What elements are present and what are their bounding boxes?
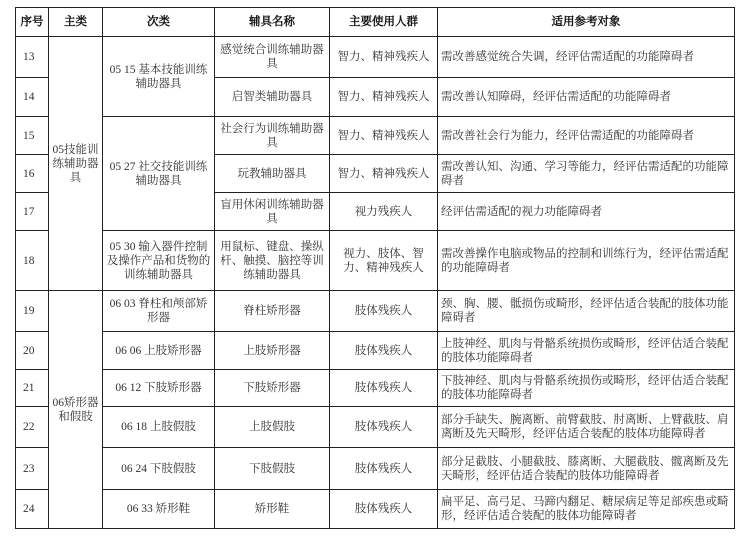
table-row [16,332,735,370]
device-name: 矫形鞋 [215,490,330,529]
target: 需改善社会行为能力，经评估需适配的功能障碍者 [438,117,735,155]
table-row [16,117,735,155]
table-row [16,448,735,490]
target: 下肢神经、肌肉与骨骼系统损伤或畸形，经评估适合装配的肢体功能障碍者 [438,370,735,407]
row-no: 22 [16,407,49,448]
target: 需改善认知、沟通、学习等能力，经评估需适配的功能障碍者 [438,155,735,193]
device-name: 用鼠标、键盘、操纵杆、触摸、脑控等训练辅助器具 [215,231,330,291]
sub-category: 05 30 输入器件控制及操作产品和货物的训练辅助器具 [103,231,215,291]
sub-category: 06 33 矫形鞋 [103,490,215,529]
device-name: 上肢假肢 [215,407,330,448]
row-no: 24 [16,490,49,529]
target: 需改善认知障碍，经评估需适配的功能障碍者 [438,78,735,117]
device-name: 玩教辅助器具 [215,155,330,193]
table-row [16,490,735,529]
target: 上肢神经、肌肉与骨骼系统损伤或畸形，经评估适合装配的肢体功能障碍者 [438,332,735,370]
device-name: 感觉统合训练辅助器具 [215,37,330,78]
row-no: 13 [16,37,49,78]
assistive-device-table [15,7,735,529]
table-header-row [16,8,735,37]
user-group: 肢体残疾人 [330,370,438,407]
table-row [16,370,735,407]
header-no: 序号 [16,8,49,37]
user-group: 智力、精神残疾人 [330,117,438,155]
target: 部分足截肢、小腿截肢、膝离断、大腿截肢、髋离断及先天畸形，经评估适合装配的肢体功能障碍者 [438,448,735,490]
user-group: 肢体残疾人 [330,332,438,370]
table-row [16,291,735,332]
device-name: 盲用休闲训练辅助器具 [215,193,330,231]
row-no: 19 [16,291,49,332]
target: 需改善操作电脑或物品的控制和训练行为，经评估需适配的功能障碍者 [438,231,735,291]
row-no: 16 [16,155,49,193]
table-row [16,407,735,448]
header-device-name: 辅具名称 [215,8,330,37]
user-group: 智力、精神残疾人 [330,37,438,78]
header-sub-category: 次类 [103,8,215,37]
user-group: 肢体残疾人 [330,291,438,332]
target: 颈、胸、腰、骶损伤或畸形，经评估适合装配的肢体功能障碍者 [438,291,735,332]
row-no: 18 [16,231,49,291]
target: 经评估需适配的视力功能障碍者 [438,193,735,231]
sub-category: 06 06 上肢矫形器 [103,332,215,370]
sub-category: 06 18 上肢假肢 [103,407,215,448]
row-no: 20 [16,332,49,370]
sub-category: 05 15 基本技能训练辅助器具 [103,37,215,117]
device-name: 启智类辅助器具 [215,78,330,117]
user-group: 智力、精神残疾人 [330,78,438,117]
sub-category: 06 03 脊柱和颅部矫形器 [103,291,215,332]
user-group: 视力、肢体、智力、精神残疾人 [330,231,438,291]
device-name: 上肢矫形器 [215,332,330,370]
user-group: 肢体残疾人 [330,407,438,448]
sub-category: 06 24 下肢假肢 [103,448,215,490]
table-row [16,231,735,291]
target: 需改善感觉统合失调，经评估需适配的功能障碍者 [438,37,735,78]
row-no: 14 [16,78,49,117]
device-name: 脊柱矫形器 [215,291,330,332]
target: 部分手缺失、腕离断、前臂截肢、肘离断、上臂截肢、肩离断及先天畸形，经评估适合装配的肢体功能障碍者 [438,407,735,448]
main-category: 06矫形器和假肢 [49,291,103,529]
sub-category: 06 12 下肢矫形器 [103,370,215,407]
device-name: 下肢矫形器 [215,370,330,407]
sub-category: 05 27 社交技能训练辅助器具 [103,117,215,231]
row-no: 21 [16,370,49,407]
device-name: 社会行为训练辅助器具 [215,117,330,155]
main-category: 05技能训练辅助器具 [49,37,103,291]
row-no: 23 [16,448,49,490]
header-main-category: 主类 [49,8,103,37]
user-group: 视力残疾人 [330,193,438,231]
header-user-group: 主要使用人群 [330,8,438,37]
table-row [16,37,735,78]
target: 扁平足、高弓足、马蹄内翻足、糖尿病足等足部疾患或畸形，经评估适合装配的肢体功能障碍者 [438,490,735,529]
header-target: 适用参考对象 [438,8,735,37]
user-group: 智力、精神残疾人 [330,155,438,193]
row-no: 15 [16,117,49,155]
device-name: 下肢假肢 [215,448,330,490]
user-group: 肢体残疾人 [330,490,438,529]
row-no: 17 [16,193,49,231]
user-group: 肢体残疾人 [330,448,438,490]
